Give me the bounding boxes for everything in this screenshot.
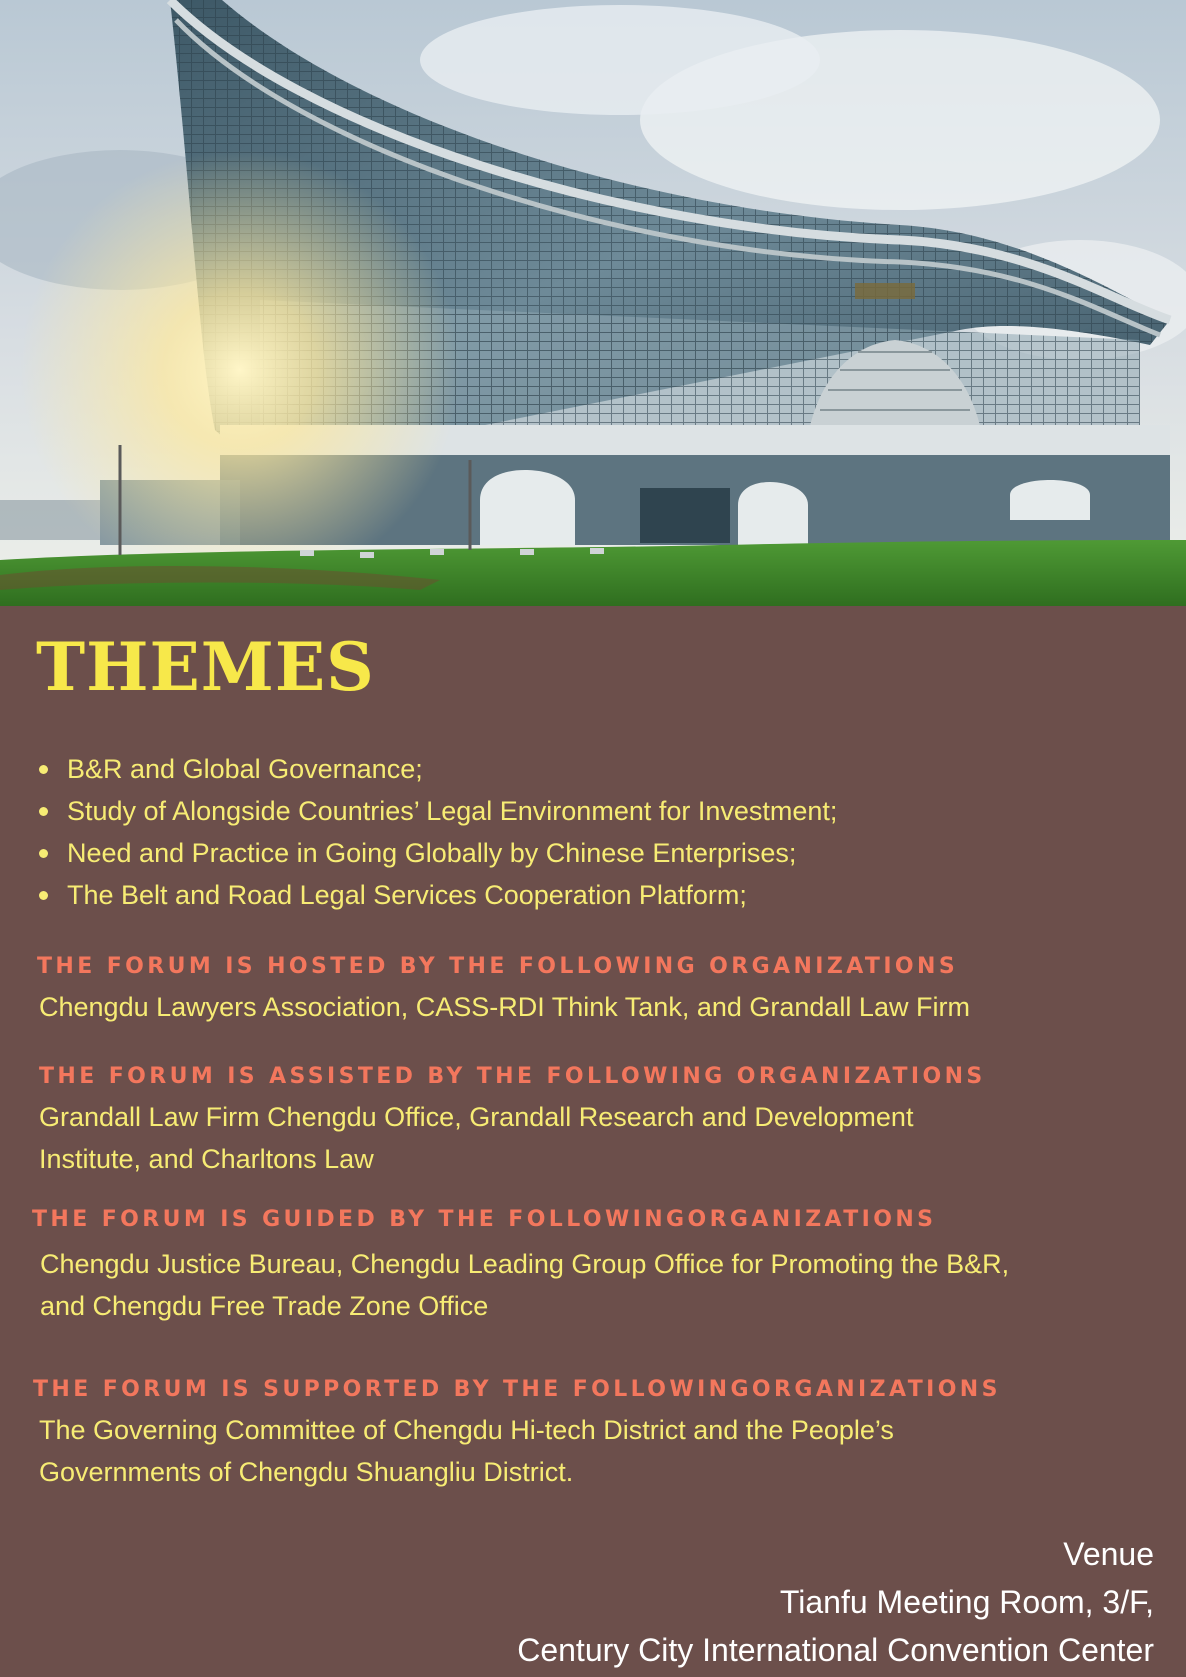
hosted-by-line: Chengdu Lawyers Association, CASS-RDI Think Tank, and Grandall Law Firm <box>39 992 970 1022</box>
guided-by-heading: THE FORUM IS GUIDED BY THE FOLLOWINGORGANIZATIONS <box>32 1207 937 1232</box>
assisted-by-line: Institute, and Charltons Law <box>39 1144 374 1174</box>
theme-item: Need and Practice in Going Globally by Chinese Enterprises; <box>36 832 837 874</box>
theme-item: B&R and Global Governance; <box>36 748 837 790</box>
hosted-by-text <box>39 986 970 1028</box>
assisted-by-line: Grandall Law Firm Chengdu Office, Grandall Research and Development <box>39 1102 914 1132</box>
theme-item: Study of Alongside Countries’ Legal Environment for Investment; <box>36 790 837 832</box>
venue-block <box>517 1530 1154 1674</box>
venue-room: Tianfu Meeting Room, 3/F, <box>779 1584 1154 1620</box>
hero-photo <box>0 0 1186 606</box>
assisted-by-text <box>39 1096 913 1180</box>
theme-item: The Belt and Road Legal Services Cooperation Platform; <box>36 874 837 916</box>
supported-by-line: The Governing Committee of Chengdu Hi-tech District and the People’s <box>39 1415 894 1445</box>
venue-label: Venue <box>1063 1536 1154 1572</box>
guided-by-line: Chengdu Justice Bureau, Chengdu Leading Group Office for Promoting the B&R, <box>40 1249 1010 1279</box>
hosted-by-heading: THE FORUM IS HOSTED BY THE FOLLOWING ORGANIZATIONS <box>37 954 959 979</box>
guided-by-text <box>40 1243 1009 1327</box>
themes-list <box>36 748 837 916</box>
building-photo <box>0 0 1186 606</box>
venue-center: Century City International Convention Center <box>517 1632 1154 1668</box>
themes-title: THEMES <box>36 628 375 706</box>
supported-by-text <box>39 1409 894 1493</box>
assisted-by-heading: THE FORUM IS ASSISTED BY THE FOLLOWING ORGANIZATIONS <box>39 1064 986 1089</box>
supported-by-heading: THE FORUM IS SUPPORTED BY THE FOLLOWINGORGANIZATIONS <box>33 1377 1001 1402</box>
supported-by-line: Governments of Chengdu Shuangliu District. <box>39 1457 574 1487</box>
building-sign <box>855 283 915 299</box>
guided-by-line: and Chengdu Free Trade Zone Office <box>40 1291 489 1321</box>
